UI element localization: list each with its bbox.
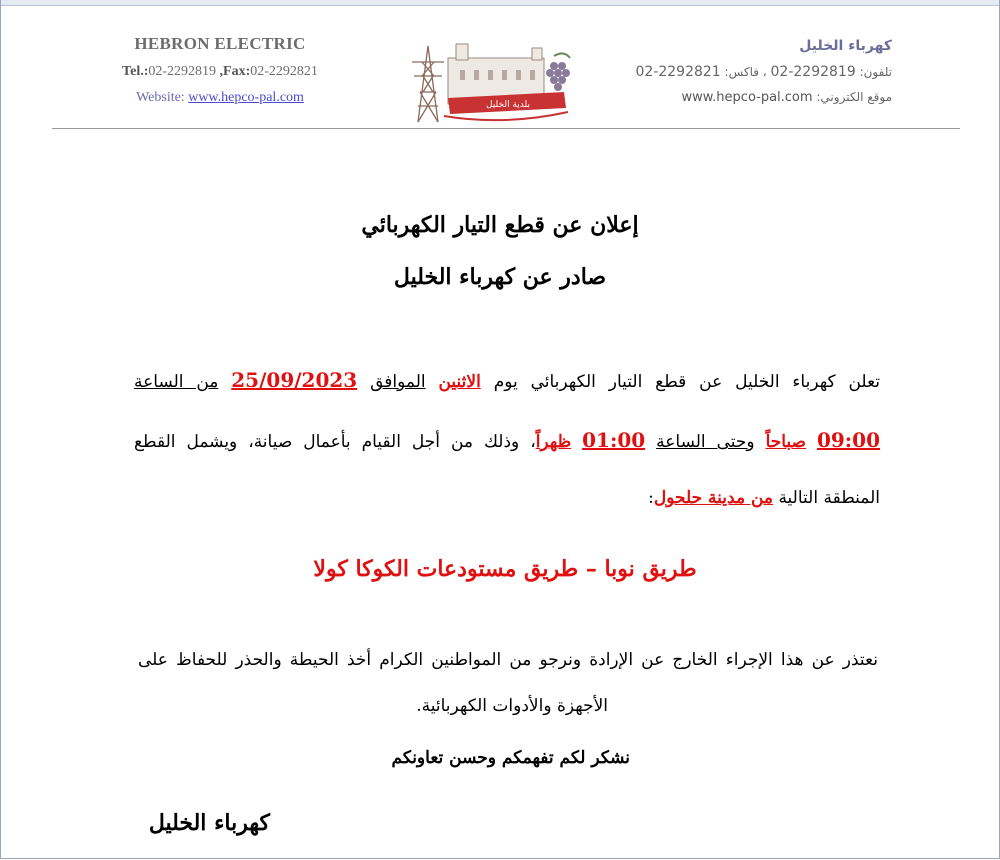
logo-graphic xyxy=(404,36,576,124)
apology-line-1: نعتذر عن هذا الإجراء الخارج عن الإرادة ونرجو من المواطنين الكرام أخذ الحيطة والحذر للحفاظ على xyxy=(138,650,878,670)
header-divider xyxy=(52,128,960,129)
website-label-ar: موقع الكتروني: xyxy=(816,90,892,104)
notice-subtitle: صادر عن كهرباء الخليل xyxy=(393,264,607,290)
line2-until: وحتى الساعة xyxy=(656,432,755,452)
company-name-en: HEBRON ELECTRIC xyxy=(134,34,306,53)
website-ar xyxy=(592,90,892,105)
website-link-en[interactable]: www.hepco-pal.com xyxy=(188,90,304,105)
notice-title: إعلان عن قطع التيار الكهربائي xyxy=(361,212,639,238)
website-en xyxy=(90,90,350,106)
website-url-ar[interactable]: www.hepco-pal.com xyxy=(681,90,813,105)
line1-intro: تعلن كهرباء الخليل عن قطع التيار الكهربائي يوم xyxy=(493,372,880,392)
outage-day: الاثنين xyxy=(438,372,481,392)
municipality-logo xyxy=(404,36,576,124)
header-arabic xyxy=(592,38,892,105)
outage-city: من مدينة حلحول xyxy=(653,488,774,508)
logo-text: بلدية الخليل xyxy=(486,100,530,110)
line3-intro: المنطقة التالية xyxy=(778,488,880,508)
apology-line-2: الأجهزة والأدوات الكهربائية. xyxy=(416,696,608,716)
outage-date: 25/09/2023 xyxy=(231,368,358,392)
line2-reason: ، وذلك من أجل القيام بأعمال صيانة، ويشمل القطع xyxy=(134,432,536,452)
tel-ar: 02-2292819 xyxy=(770,64,856,80)
line3-colon: : xyxy=(648,488,654,508)
start-time: 09:00 xyxy=(816,428,880,452)
fax-label-ar: ، فاكس: xyxy=(724,65,767,79)
end-time: 01:00 xyxy=(582,428,646,452)
tel-en: 02-2292819 xyxy=(148,64,217,79)
fax-en: 02-2292821 xyxy=(250,64,318,79)
start-period: صباحاً xyxy=(765,432,806,452)
header-english xyxy=(90,34,350,106)
website-label-en: Website: xyxy=(136,90,185,105)
thanks-line: نشكر لكم تفهمكم وحسن تعاونكم xyxy=(391,748,630,768)
notice-line-1 xyxy=(134,368,880,394)
contact-en xyxy=(90,64,350,80)
signature: كهرباء الخليل xyxy=(148,810,270,836)
notice-line-3 xyxy=(134,486,880,510)
fax-ar: 02-2292821 xyxy=(635,64,721,80)
notice-line-2 xyxy=(134,428,880,454)
contact-ar xyxy=(592,64,892,80)
company-name-ar: كهرباء الخليل xyxy=(799,38,892,54)
tel-label-en: Tel.: xyxy=(122,64,149,79)
line1-dated: الموافق xyxy=(370,372,426,392)
outage-area: طريق نوبا – طريق مستودعات الكوكا كولا xyxy=(313,556,697,582)
line1-from: من الساعة xyxy=(134,372,219,392)
end-period: ظهراً xyxy=(535,432,572,452)
fax-label-en: ,Fax: xyxy=(219,64,251,79)
tel-label-ar: تلفون: xyxy=(859,65,892,79)
